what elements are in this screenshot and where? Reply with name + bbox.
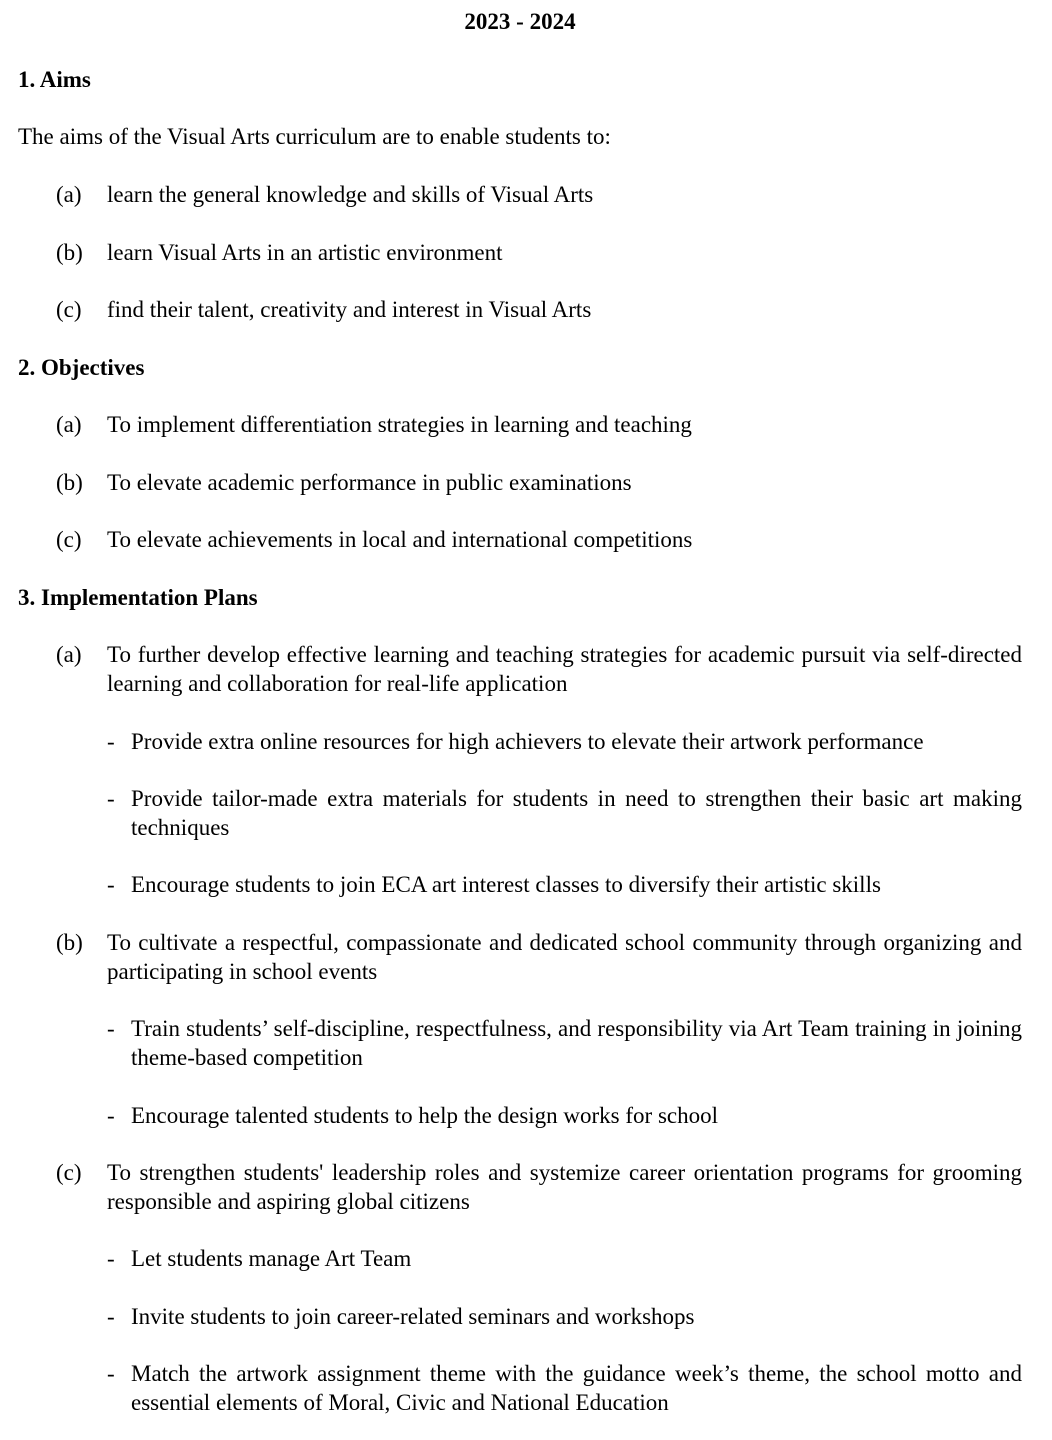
list-item-text: learn the general knowledge and skills of Visual Arts <box>107 182 594 207</box>
list-marker: (c) <box>56 1160 82 1185</box>
objectives-item-a <box>56 410 1022 439</box>
objectives-item-b <box>56 468 1022 497</box>
list-item-text: To strengthen students' leadership roles and systemize career orientation programs for grooming responsible and aspiring global citizens <box>107 1160 1022 1214</box>
list-item-text: To elevate achievements in local and international competitions <box>107 527 693 552</box>
aims-item-c <box>56 295 1022 324</box>
plans-item-b <box>56 928 1022 986</box>
subitem-text: Train students’ self-discipline, respectfulness, and responsibility via Art Team training in joining theme-based competition <box>131 1016 1022 1070</box>
bullet-dash: - <box>107 1016 115 1041</box>
list-marker: (c) <box>56 297 82 322</box>
plans-c-subitem-1 <box>107 1244 1022 1273</box>
subitem-text: Invite students to join career-related seminars and workshops <box>131 1304 695 1329</box>
list-item-text: To implement differentiation strategies in learning and teaching <box>107 412 692 437</box>
aims-item-a <box>56 180 1022 209</box>
section-heading-objectives: 2. Objectives <box>18 355 145 380</box>
list-marker: (a) <box>56 182 82 207</box>
subitem-text: Encourage students to join ECA art interest classes to diversify their artistic skills <box>131 872 881 897</box>
list-marker: (b) <box>56 240 83 265</box>
objectives-item-c <box>56 525 1022 554</box>
list-item-text: To cultivate a respectful, compassionate and dedicated school community through organizing and participating in school events <box>107 930 1022 984</box>
plans-item-c <box>56 1158 1022 1216</box>
bullet-dash: - <box>107 786 115 811</box>
list-item-text: find their talent, creativity and interest in Visual Arts <box>107 297 592 322</box>
plans-item-a <box>56 640 1022 698</box>
bullet-dash: - <box>107 872 115 897</box>
bullet-dash: - <box>107 1361 115 1386</box>
aims-item-b <box>56 238 1022 267</box>
plans-a-subitem-3 <box>107 870 1022 899</box>
list-marker: (a) <box>56 642 82 667</box>
aims-intro: The aims of the Visual Arts curriculum are to enable students to: <box>18 124 611 149</box>
list-item-text: To further develop effective learning and teaching strategies for academic pursuit via self-directed learning and collaboration for real-life application <box>107 642 1022 696</box>
section-heading-aims: 1. Aims <box>18 67 91 92</box>
list-item-text: learn Visual Arts in an artistic environment <box>107 240 503 265</box>
plans-c-subitem-2 <box>107 1302 1022 1331</box>
list-item-text: To elevate academic performance in public examinations <box>107 470 632 495</box>
bullet-dash: - <box>107 1103 115 1128</box>
section-heading-implementation-plans: 3. Implementation Plans <box>18 585 258 610</box>
plans-b-subitem-1 <box>107 1014 1022 1072</box>
subitem-text: Encourage talented students to help the design works for school <box>131 1103 718 1128</box>
list-marker: (b) <box>56 470 83 495</box>
plans-c-subitem-3 <box>107 1359 1022 1417</box>
list-marker: (a) <box>56 412 82 437</box>
subitem-text: Let students manage Art Team <box>131 1246 412 1271</box>
list-marker: (c) <box>56 527 82 552</box>
subitem-text: Match the artwork assignment theme with the guidance week’s theme, the school motto and essential elements of Moral, Civic and National Education <box>131 1361 1022 1415</box>
bullet-dash: - <box>107 729 115 754</box>
subitem-text: Provide extra online resources for high achievers to elevate their artwork performance <box>131 729 924 754</box>
plans-b-subitem-2 <box>107 1101 1022 1130</box>
document-title: 2023 - 2024 <box>464 9 576 34</box>
bullet-dash: - <box>107 1246 115 1271</box>
bullet-dash: - <box>107 1304 115 1329</box>
subitem-text: Provide tailor-made extra materials for students in need to strengthen their basic art making techniques <box>131 786 1022 840</box>
plans-a-subitem-2 <box>107 784 1022 842</box>
list-marker: (b) <box>56 930 83 955</box>
plans-a-subitem-1 <box>107 727 1022 756</box>
